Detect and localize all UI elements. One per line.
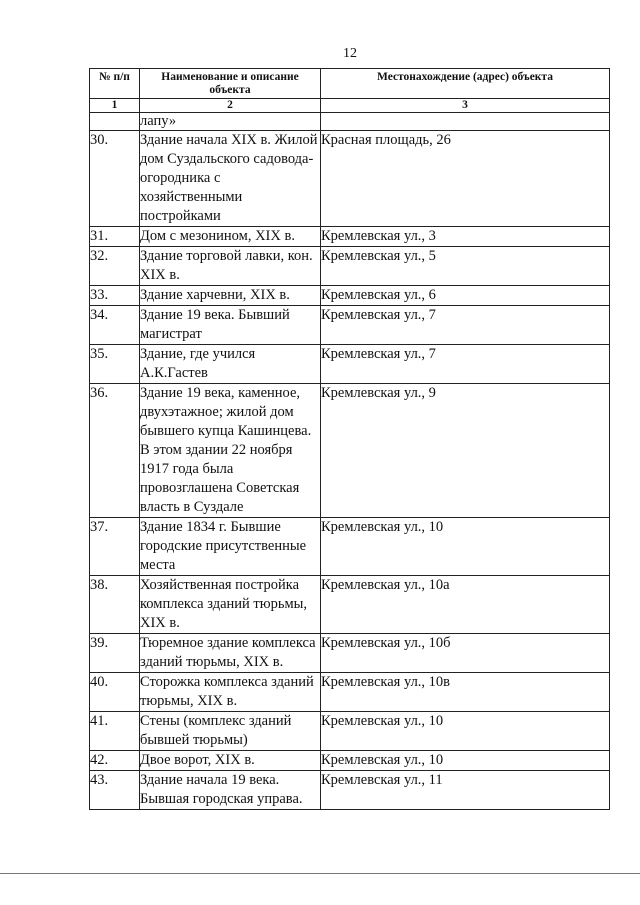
row-number: 35. [90, 345, 140, 384]
object-address: Кремлевская ул., 11 [321, 771, 610, 810]
object-address: Кремлевская ул., 3 [321, 227, 610, 247]
object-address: Кремлевская ул., 10 [321, 518, 610, 576]
row-number: 30. [90, 131, 140, 227]
table-row [90, 286, 610, 306]
object-name: Здание начала XIX в. Жилой дом Суздальского садовода-огородника с хозяйственными постройками [140, 131, 321, 227]
row-number: 39. [90, 634, 140, 673]
row-number: 33. [90, 286, 140, 306]
column-number: 1 [90, 99, 140, 113]
row-number: 34. [90, 306, 140, 345]
object-address: Кремлевская ул., 7 [321, 306, 610, 345]
object-address: Кремлевская ул., 10б [321, 634, 610, 673]
column-number: 3 [321, 99, 610, 113]
column-number: 2 [140, 99, 321, 113]
row-number [90, 113, 140, 131]
row-number: 42. [90, 751, 140, 771]
row-number: 32. [90, 247, 140, 286]
object-name: Здание начала 19 века. Бывшая городская управа. [140, 771, 321, 810]
table-row [90, 247, 610, 286]
object-name: Дом с мезонином, XIX в. [140, 227, 321, 247]
row-number: 40. [90, 673, 140, 712]
object-name: Здание 19 века. Бывший магистрат [140, 306, 321, 345]
object-name: Стены (комплекс зданий бывшей тюрьмы) [140, 712, 321, 751]
table-row [90, 634, 610, 673]
object-address: Кремлевская ул., 7 [321, 345, 610, 384]
object-name: Здание торговой лавки, кон. XIX в. [140, 247, 321, 286]
table-row [90, 345, 610, 384]
object-name: Здание харчевни, XIX в. [140, 286, 321, 306]
object-name: Здание, где учился А.К.Гастев [140, 345, 321, 384]
row-number: 41. [90, 712, 140, 751]
column-number-row [90, 99, 610, 113]
object-address: Кремлевская ул., 10а [321, 576, 610, 634]
object-name: лапу» [140, 113, 321, 131]
object-name: Здание 19 века, каменное, двухэтажное; жилой дом бывшего купца Кашинцева. В этом здании 22 ноября 1917 года была провозглашена Советская власть в Суздале [140, 384, 321, 518]
table-row [90, 518, 610, 576]
object-address: Кремлевская ул., 6 [321, 286, 610, 306]
bottom-rule [0, 873, 640, 874]
object-name: Хозяйственная постройка комплекса зданий тюрьмы, XIX в. [140, 576, 321, 634]
row-number: 36. [90, 384, 140, 518]
table-row [90, 131, 610, 227]
table-header-row [90, 69, 610, 99]
page-number: 12 [343, 46, 357, 61]
row-number: 37. [90, 518, 140, 576]
object-address [321, 113, 610, 131]
table-row [90, 771, 610, 810]
object-name: Сторожка комплекса зданий тюрьмы, XIX в. [140, 673, 321, 712]
object-name: Тюремное здание комплекса зданий тюрьмы, XIX в. [140, 634, 321, 673]
object-name: Двое ворот, XIX в. [140, 751, 321, 771]
table-row [90, 384, 610, 518]
object-name: Здание 1834 г. Бывшие городские присутственные места [140, 518, 321, 576]
heritage-objects-table [89, 68, 610, 810]
object-address: Кремлевская ул., 10 [321, 751, 610, 771]
header-num: № п/п [90, 69, 140, 99]
header-name: Наименование и описание объекта [140, 69, 321, 99]
object-address: Красная площадь, 26 [321, 131, 610, 227]
continuation-row [90, 113, 610, 131]
row-number: 43. [90, 771, 140, 810]
header-address: Местонахождение (адрес) объекта [321, 69, 610, 99]
row-number: 38. [90, 576, 140, 634]
row-number: 31. [90, 227, 140, 247]
table-row [90, 306, 610, 345]
object-address: Кремлевская ул., 10в [321, 673, 610, 712]
object-address: Кремлевская ул., 5 [321, 247, 610, 286]
table-row [90, 227, 610, 247]
table-row [90, 576, 610, 634]
table-row [90, 673, 610, 712]
object-address: Кремлевская ул., 10 [321, 712, 610, 751]
table-row [90, 712, 610, 751]
object-address: Кремлевская ул., 9 [321, 384, 610, 518]
table-row [90, 751, 610, 771]
